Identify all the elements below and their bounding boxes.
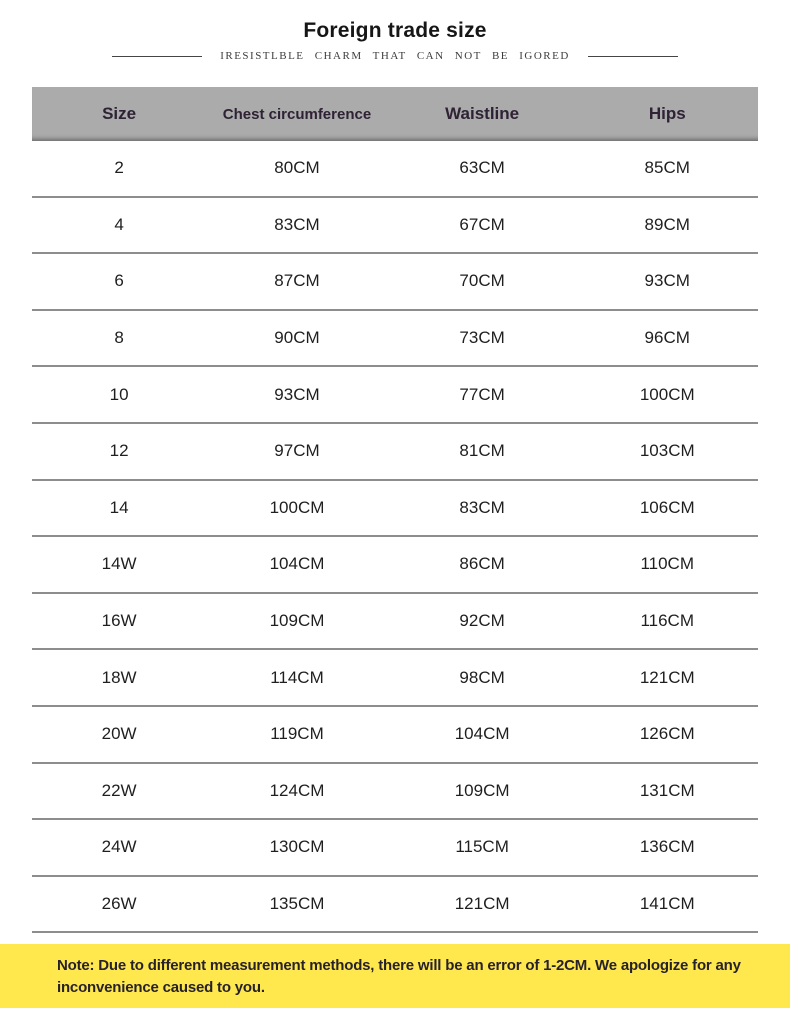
- table-cell: 114CM: [270, 667, 324, 687]
- table-cell: 98CM: [459, 667, 505, 687]
- table-cell: 121CM: [454, 894, 510, 914]
- table-row: [32, 650, 758, 707]
- table-cell: 14W: [101, 554, 137, 574]
- table-cell: 93CM: [644, 271, 690, 291]
- note-banner: [0, 944, 790, 1008]
- table-cell: 115CM: [455, 837, 509, 857]
- table-cell: 136CM: [639, 837, 695, 857]
- table-cell: 92CM: [459, 611, 505, 631]
- table-row: [32, 141, 758, 198]
- header-cell-chest-circumference: Chest circumference: [222, 105, 372, 123]
- table-row: [32, 594, 758, 651]
- table-cell: 67CM: [459, 214, 505, 234]
- table-cell: 121CM: [639, 667, 695, 687]
- table-row: [32, 707, 758, 764]
- table-cell: 77CM: [459, 384, 505, 404]
- table-cell: 116CM: [640, 611, 694, 631]
- table-row: [32, 367, 758, 424]
- table-cell: 8: [114, 328, 124, 348]
- header-cell-hips: Hips: [648, 104, 686, 123]
- table-cell: 110CM: [640, 554, 694, 574]
- table-cell: 97CM: [274, 441, 320, 461]
- table-cell: 104CM: [269, 554, 325, 574]
- table-cell: 81CM: [459, 441, 505, 461]
- subtitle-rule-left: [112, 56, 202, 57]
- table-header-row: [32, 87, 758, 141]
- table-cell: 130CM: [269, 837, 325, 857]
- table-cell: 96CM: [644, 328, 690, 348]
- table-cell: 131CM: [639, 780, 695, 800]
- table-cell: 103CM: [639, 441, 695, 461]
- table-cell: 6: [114, 271, 124, 291]
- table-cell: 126CM: [639, 724, 695, 744]
- table-cell: 20W: [101, 724, 137, 744]
- table-cell: 80CM: [274, 158, 320, 178]
- header-cell-size: Size: [102, 104, 137, 123]
- page-title: Foreign trade size: [303, 19, 487, 42]
- table-cell: 87CM: [274, 271, 320, 291]
- table-body: [32, 141, 758, 933]
- table-cell: 85CM: [644, 158, 690, 178]
- table-cell: 109CM: [269, 611, 325, 631]
- table-cell: 2: [114, 158, 124, 178]
- table-cell: 26W: [101, 894, 137, 914]
- table-row: [32, 198, 758, 255]
- table-row: [32, 877, 758, 934]
- table-cell: 63CM: [459, 158, 505, 178]
- table-cell: 86CM: [459, 554, 505, 574]
- table-cell: 100CM: [269, 497, 325, 517]
- table-row: [32, 254, 758, 311]
- size-table: [32, 87, 758, 933]
- page-subtitle: IRESISTLBLE CHARM THAT CAN NOT BE IGORED: [220, 50, 570, 62]
- table-cell: 119CM: [270, 724, 324, 744]
- table-cell: 22W: [101, 780, 137, 800]
- table-cell: 109CM: [454, 780, 510, 800]
- table-cell: 135CM: [269, 894, 325, 914]
- table-cell: 73CM: [459, 328, 505, 348]
- table-cell: 14: [109, 497, 129, 517]
- table-cell: 83CM: [274, 214, 320, 234]
- table-cell: 106CM: [639, 497, 695, 517]
- table-cell: 18W: [101, 667, 137, 687]
- table-cell: 12: [109, 441, 129, 461]
- note-text: Note: Due to different measurement methods, there will be an error of 1-2CM. We apologize for any inconvenience caused to you.: [57, 957, 741, 996]
- table-cell: 104CM: [454, 724, 510, 744]
- table-cell: 93CM: [274, 384, 320, 404]
- table-cell: 124CM: [269, 780, 325, 800]
- table-cell: 141CM: [639, 894, 695, 914]
- table-cell: 70CM: [459, 271, 505, 291]
- table-cell: 89CM: [644, 214, 690, 234]
- subtitle-row: [0, 50, 790, 62]
- table-row: [32, 424, 758, 481]
- table-cell: 10: [109, 384, 129, 404]
- table-cell: 100CM: [639, 384, 695, 404]
- table-row: [32, 481, 758, 538]
- table-cell: 24W: [101, 837, 137, 857]
- subtitle-rule-right: [588, 56, 678, 57]
- table-row: [32, 311, 758, 368]
- table-cell: 4: [114, 214, 124, 234]
- table-cell: 16W: [101, 611, 137, 631]
- table-row: [32, 820, 758, 877]
- table-row: [32, 537, 758, 594]
- table-row: [32, 764, 758, 821]
- table-cell: 90CM: [274, 328, 320, 348]
- table-cell: 83CM: [459, 497, 505, 517]
- header-cell-waistline: Waistline: [445, 104, 520, 123]
